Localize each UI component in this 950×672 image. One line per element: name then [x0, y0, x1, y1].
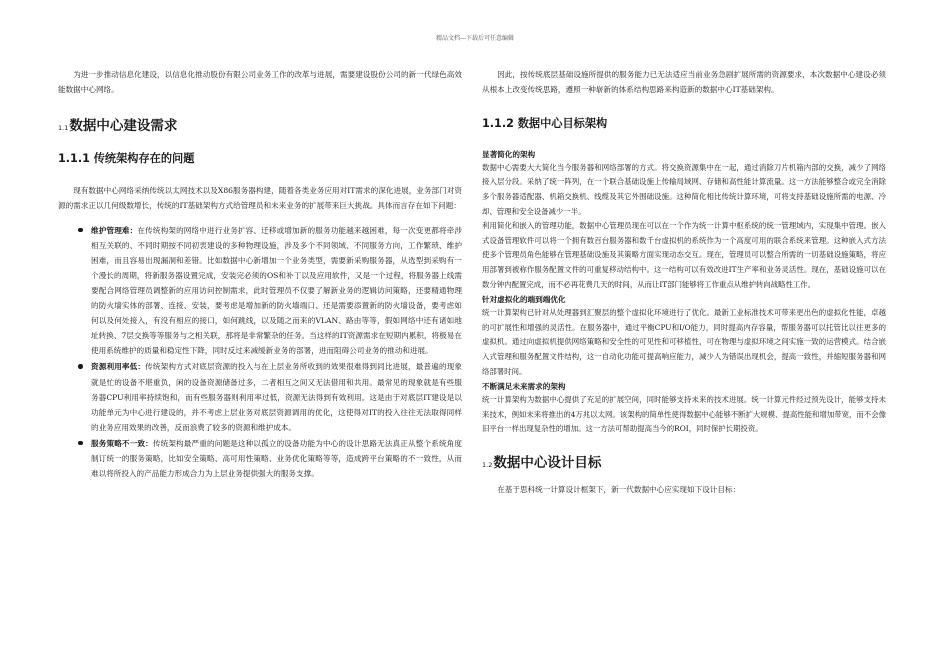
problem-list [58, 223, 462, 482]
virtualization-paragraph: 统一计算架构已针对从处理器到汇聚层的整个虚拟化环境进行了优化。最新工业标准技术可带来更出色的虚拟化性能，卓越的可扩展性和增强的灵活性。在服务器中，通过平衡CPU和I/O能力，同时提高内存容量，帮服务器可以托管比以往更多的虚拟机。通过向虚拟机提供网络策略和安全性的可见性和可移植性，可在物理与虚拟环境之间实施一致的运营模式。结合嵌入式管理和服务配置文件结构，这一自动化功能可提高响应能力，减少人为错误出现机会，提高一致性，并缩短服务器和网络部署时间。 [482, 308, 886, 376]
subheading-simplified-architecture: 显著简化的架构 [482, 149, 536, 159]
list-item [58, 359, 462, 434]
right-column [482, 64, 886, 497]
section-number: 1.2 [482, 460, 493, 469]
simplified-paragraph-1: 数据中心需要大大简化当今服务器和网络部署的方式。将交换资源集中在一起，通过消除刀片机箱内部的交换，减少了网络接入层分段。采纳了统一阵列，在一个联合基础设施上传输局域网、存储和高性能计算流量。这一方法能够整合或完全消除多个服务器适配器、机箱交换机、线缆及其它外围础设施。这种简化相比传统计算环境，可将支持基础设施所需的电源、冷却、管理和安全设备减少一半。 [482, 162, 886, 216]
item-text: 传统架构最严重的问题是这种以孤立的设备功能为中心的设计思路无法真正从整个系统角度制订统一的服务策略，比如安全策略、高可用性策略、业务优化策略等等，造成跨平台策略的不一致性，从而难以将所投入的产品能力形成合力为上层业务提供强大的服务支撑。 [91, 438, 462, 479]
subsection-heading-1-1-1: 1.1.1 传统架构存在的问题 [58, 151, 195, 165]
subheading-virtualization: 针对虚拟化的端到端优化 [482, 295, 566, 305]
section-heading-1-1 [58, 114, 462, 134]
section-heading-1-2 [482, 451, 886, 471]
item-text: 传统架构方式对底层资源的投入与在上层业务所收到的效果很难得到同比进展，最普遍的现象就是忙的设备不堪重负，闲的设备资源储备过多，二者相互之间又无法借用和共用。最常见的现象就是有些服务器CPU利用率持续饱和，而有些服务器则利用率过低，资源无法得到有效利用。这是由于对底层IT建设是以功能单元为中心进行建设的，并不考虑上层业务对底层资源调用的优化，这使得对IT的投入往往无法取得同样的业务应用效果的改善，反而浪费了较多的资源和维护成本。 [91, 362, 462, 432]
item-text: 在传统构架的网络中进行业务扩容、迁移或增加新的服务功能越来越困难，每一次变更都将牵涉相互关联的、不同时期按不同初衷建设的多种物理设施，涉及多个不同领域、不同服务方向，工作繁琐、维护困难，而且容易出现漏洞和差错。比如数据中心新增加一个业务类型，需要新采购服务器，从选型到采购有一个漫长的周期，将新服务器设置完成，安装完必须的OS和补丁以及应用软件，又是一个过程，将服务器上线需要配合网络管理员调整新的应用访问控制需求，此时管理员不仅要了解新业务的逻辑访问策略，还要精通物理的防火墙实体的部署、连接、安装，要考虑是增加新的防火墙端口、还是需要添置新的防火墙设备，要考虑如何以及何处接入，有没有相应的接口，如何跳线，以及随之而来的VLAN、路由等等，假如网络中还有诸如地址转换、7层交换等等服务与之相关联，那将是非常繁杂的任务。当这样的IT资源需求在短期内累积，将极易在使用系统维护的质量和稳定性下降，同时反过来减缓新业务的部署，进而阻碍公司业务的推动和进展。 [91, 225, 463, 356]
item-lead: 维护管理难： [91, 225, 138, 235]
page-header: 精品文档---下载后可任意编辑 [435, 35, 515, 42]
simplified-paragraph-2: 利用简化和嵌入的管理功能，数据中心管理员现在可以在一个作为统一计算中枢系统的统一管理域内，实现集中管理。嵌入式设备管理软件可以将一个拥有数百台服务器和数千台虚拟机的系统作为一个高度可用的联合系统来管理。这种嵌入式方法使多个管理员角色能够在管理基础设施及其策略方面实现动态交互。现在，管理员可以整合所需的一切基础设施策略，将应用部署到被称作服务配置文件的可重复移动结构中。这一结构可以有效改进IT生产率和业务灵活性。现在，基础设施可以在数分钟内配置完成，而不必再花费几天的时间，从而让IT部门能够将工作重点从维护转向战略性工作。 [482, 221, 886, 289]
future-needs-paragraph: 统一计算架构为数据中心提供了充足的扩展空间，同时能够支持未来的技术进展。统一计算元件经过预先设计，能够支持未来技术，例如未来将推出的4万兆以太网。该架构的简单性使得数据中心能够不断扩大规模、提高性能和增加带宽，而不会像旧平台一样出现复杂性的增加。这一方法可帮助提高当今的ROI，同时保护长期投资。 [482, 395, 886, 434]
design-goals-intro: 在基于思科统一计算设计框架下，新一代数据中心应实现如下设计目标： [497, 484, 741, 494]
section-number: 1.1 [58, 123, 69, 132]
bullet-icon [78, 364, 83, 369]
item-lead: 资源利用率低： [91, 362, 146, 372]
left-column [58, 64, 462, 481]
problem-intro-paragraph: 现有数据中心网络采纳传统以太网技术以及X86服务器构建，随着各类业务应用对IT需求的深化进展，业务部门对资源的需求正以几何级数增长，传统的IT基础架构方式给管理员和未来业务的扩展带来巨大挑战。具体而言存在如下问题： [58, 185, 462, 211]
section-title: 数据中心建设需求 [69, 117, 178, 134]
item-lead: 服务策略不一致： [91, 438, 153, 448]
list-item [58, 223, 462, 359]
list-item [58, 436, 462, 481]
right-intro-paragraph: 因此，按传统底层基础设施所提供的服务能力已无法适应当前业务急剧扩展所需的资源要求，本次数据中心建设必须从根本上改变传统思路，遵照一种崭新的体系结构思路来构造新的数据中心IT基础架构。 [482, 70, 886, 95]
intro-paragraph: 为进一步推动信息化建设，以信息化推动股份有限公司业务工作的改革与进展，需要建设股份公司的新一代绿色高效能数据中心网络。 [58, 70, 462, 95]
subsection-heading-1-1-2: 1.1.2 数据中心目标架构 [482, 116, 608, 130]
section-title: 数据中心设计目标 [493, 454, 602, 471]
subheading-future-needs: 不断满足未来需求的架构 [482, 382, 566, 392]
bullet-icon [78, 441, 83, 446]
bullet-icon [78, 228, 83, 233]
